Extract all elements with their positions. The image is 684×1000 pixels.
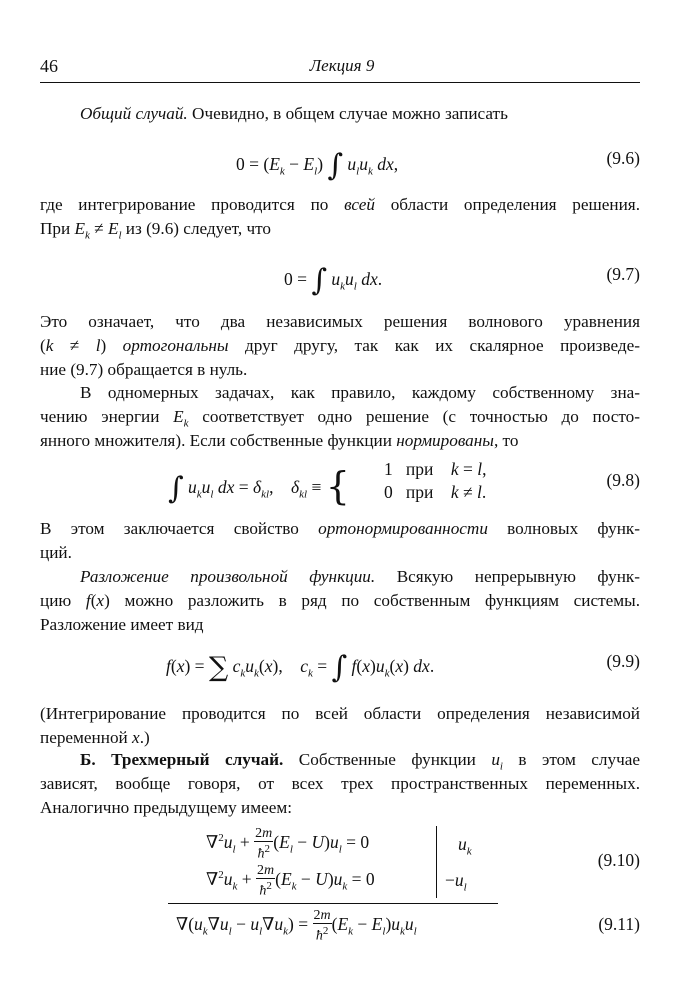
equation-number-9-10: (9.10) (597, 850, 640, 870)
paragraph-line: При $E_k \ne E_l$ из (9.6) следует, что (40, 219, 271, 242)
page-number: 46 (40, 56, 58, 76)
multiplier-minus-ul: $-u_l$ (445, 870, 467, 894)
paragraph-line: Это означает, что два независимых решения волнового уравнения (40, 312, 640, 331)
paragraph-line: ций. (40, 543, 72, 562)
paragraph-line: Разложение имеет вид (40, 615, 204, 634)
equation-number-9-9: (9.9) (606, 651, 640, 671)
paragraph-line: где интегрирование проводится по всей области определения решения. (40, 195, 640, 214)
equation-number-9-7: (9.7) (606, 264, 640, 284)
paragraph-line: Разложение произвольной функции. Всякую непрерывную функ- (80, 567, 641, 586)
paragraph-line: В этом заключается свойство ортонормированности волновых функ- (40, 519, 640, 538)
equation-9-10-row1: $\nabla^2u_l$ + $\frac{2m}{ħ^2}$ $(E_l - U)u_l = 0$ (206, 826, 370, 862)
paragraph-line: Б. Трехмерный случай. Собственные функции $u_i$ в этом случае (80, 750, 640, 773)
system-separator-bar (436, 826, 437, 898)
paragraph-line: Аналогично предыдущему имеем: (40, 798, 292, 817)
section-lead-3d-case: Б. Трехмерный случай. (80, 750, 284, 769)
equation-number-9-8: (9.8) (606, 470, 640, 490)
paragraph-line: переменной x.) (40, 728, 150, 747)
equation-9-8-cases: 1 при k = l, 0 при k ≠ l. (384, 459, 487, 502)
paragraph-general-case: Общий случай. Очевидно, в общем случае можно записать (80, 104, 508, 123)
equation-number-9-11: (9.11) (598, 914, 640, 934)
equation-number-9-6: (9.6) (606, 148, 640, 168)
equation-sum-rule (168, 903, 498, 904)
multiplier-uk: $u_k$ (458, 834, 472, 858)
paragraph-line: янного множителя). Если собственные функции нормированы, то (40, 431, 519, 450)
header-rule (40, 82, 640, 83)
paragraph-line: зависят, вообще говоря, от всех трех пространственных переменных. (40, 774, 640, 793)
paragraph-line: В одномерных задачах, как правило, каждому собственному зна- (80, 383, 640, 402)
section-lead-general-case: Общий случай. (80, 104, 188, 123)
equation-9-11: $\nabla(u_k\nabla u_l - u_l\nabla u_k)$ = $\frac{2m}{ħ^2}$ $(E_k - E_l)u_ku_l$ (176, 908, 417, 944)
paragraph-line: (k ≠ l) ортогональны друг другу, так как их скалярное произведе- (40, 336, 640, 355)
paragraph-line: (Интегрирование проводится по всей области определения независимой (40, 704, 640, 723)
equation-9-6: $0 = (E_k - E_l)$ ∫ $u_lu_k$ dx, (236, 148, 399, 183)
equation-9-9: f(x) = ∑ $c_ku_k(x)$, $c_k$ = ∫ $f(x)u_k(x)$ dx. (166, 650, 435, 685)
paragraph-line: чению энергии $E_k$ соответствует одно решение (с точностью до посто- (40, 407, 640, 430)
equation-9-7: 0 = ∫ $u_ku_l$ dx. (284, 263, 383, 298)
paragraph-line: цию f(x) можно разложить в ряд по собственным функциям системы. (40, 591, 640, 610)
paragraph-line: ние (9.7) обращается в нуль. (40, 360, 248, 379)
running-title: Лекция 9 (309, 56, 375, 75)
equation-9-8: ∫ $u_ku_l$ dx = $\delta_{kl}$, $\delta_{kl}$ ≡ { (168, 464, 350, 508)
equation-9-10-row2: $\nabla^2u_k$ + $\frac{2m}{ħ^2}$ $(E_k - U)u_k = 0$ (206, 863, 375, 899)
